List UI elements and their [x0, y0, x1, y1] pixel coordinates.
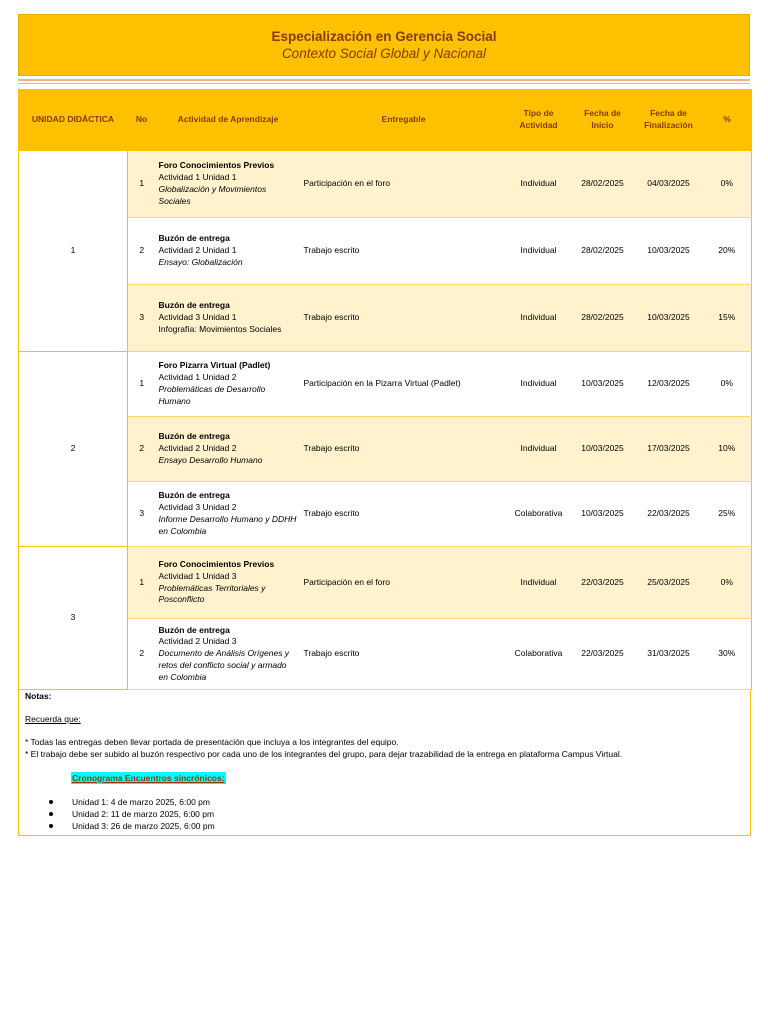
- table-row: [19, 218, 752, 285]
- schedule-title: Cronograma Encuentros sincrónicos:: [72, 773, 225, 783]
- deliverable-cell: Trabajo escrito: [301, 417, 507, 482]
- activity-detail: Informe Desarrollo Humano y DDHH en Colombia: [158, 514, 297, 536]
- activity-cell: [156, 151, 301, 218]
- schedule-item: [25, 796, 215, 808]
- percentage: 0%: [703, 352, 752, 417]
- activity-detail: Problemáticas de Desarrollo Humano: [158, 384, 266, 406]
- table-header-row: [19, 90, 752, 151]
- start-date: 28/02/2025: [571, 218, 635, 285]
- table-row: [19, 285, 752, 352]
- header-actividad: Actividad de Aprendizaje: [156, 90, 301, 151]
- activity-type: Colaborativa: [507, 619, 571, 690]
- table-row: [19, 352, 752, 417]
- unit-cell: 1: [19, 151, 128, 352]
- schedule-item-text: Unidad 3: 26 de marzo 2025, 6:00 pm: [72, 821, 215, 831]
- activity-detail: Infografía: Movimientos Sociales: [158, 323, 282, 334]
- notes-section: [18, 690, 751, 836]
- schedule-item: [25, 808, 215, 820]
- deliverable-cell: Participación en la Pizarra Virtual (Padlet): [301, 352, 507, 417]
- activity-number: 1: [128, 547, 156, 619]
- end-date: 12/03/2025: [635, 352, 703, 417]
- activity-type: Individual: [507, 218, 571, 285]
- header-tipo: Tipo de Actividad: [507, 90, 571, 151]
- activity-cell: [156, 619, 301, 690]
- activity-detail: Documento de Análisis Orígenes y retos del conflicto social y armado en Colombia: [158, 648, 290, 682]
- note-line: * El trabajo debe ser subido al buzón respectivo por cada uno de los integrantes del grupo, para dejar trazabilidad de la entrega en plataforma Campus Virtual.: [25, 749, 623, 759]
- activity-title: Buzón de entrega: [158, 233, 230, 244]
- deliverable-cell: Trabajo escrito: [301, 218, 507, 285]
- divider-line: [18, 79, 750, 81]
- bullet-icon: [49, 812, 53, 816]
- percentage: 0%: [703, 547, 752, 619]
- end-date: 31/03/2025: [635, 619, 703, 690]
- document-subtitle: Contexto Social Global y Nacional: [281, 46, 487, 61]
- activity-title: Buzón de entrega: [158, 300, 230, 311]
- activity-detail: Problemáticas Territoriales y Posconflicto: [158, 582, 266, 605]
- divider-line-thin: [18, 83, 750, 84]
- schedule-item-text: Unidad 2: 11 de marzo 2025, 6:00 pm: [72, 809, 215, 819]
- title-banner: [18, 14, 750, 76]
- table-row: [19, 151, 752, 218]
- start-date: 10/03/2025: [571, 482, 635, 547]
- deliverable-cell: Participación en el foro: [301, 151, 507, 218]
- start-date: 22/03/2025: [571, 619, 635, 690]
- activity-type: Individual: [507, 352, 571, 417]
- activity-type: Individual: [507, 547, 571, 619]
- end-date: 10/03/2025: [635, 218, 703, 285]
- bullet-icon: [49, 824, 53, 828]
- activity-subtitle: Actividad 1 Unidad 3: [158, 570, 237, 581]
- end-date: 10/03/2025: [635, 285, 703, 352]
- table-row: [19, 619, 752, 690]
- end-date: 17/03/2025: [635, 417, 703, 482]
- activity-number: 1: [128, 151, 156, 218]
- percentage: 15%: [703, 285, 752, 352]
- header-inicio: Fecha de Inicio: [571, 90, 635, 151]
- percentage: 0%: [703, 151, 752, 218]
- document-page: [18, 14, 750, 836]
- activity-cell: [156, 352, 301, 417]
- deliverable-cell: Trabajo escrito: [301, 482, 507, 547]
- activity-type: Individual: [507, 285, 571, 352]
- start-date: 28/02/2025: [571, 285, 635, 352]
- activity-cell: [156, 482, 301, 547]
- activity-number: 1: [128, 352, 156, 417]
- activity-title: Buzón de entrega: [158, 431, 230, 442]
- schedule-table: [18, 89, 752, 690]
- activity-subtitle: Actividad 2 Unidad 1: [158, 245, 237, 256]
- header-no: No: [128, 90, 156, 151]
- activity-cell: [156, 547, 301, 619]
- remember-heading: Recuerda que:: [25, 714, 81, 724]
- deliverable-cell: Trabajo escrito: [301, 619, 507, 690]
- activity-cell: [156, 285, 301, 352]
- activity-title: Foro Pizarra Virtual (Padlet): [158, 360, 271, 371]
- activity-subtitle: Actividad 3 Unidad 1: [158, 312, 237, 323]
- activity-subtitle: Actividad 3 Unidad 2: [158, 502, 237, 513]
- document-title: Especialización en Gerencia Social: [271, 29, 497, 44]
- activity-type: Colaborativa: [507, 482, 571, 547]
- start-date: 10/03/2025: [571, 352, 635, 417]
- schedule-item-text: Unidad 1: 4 de marzo 2025, 6:00 pm: [72, 797, 210, 807]
- activity-title: Foro Conocimientos Previos: [158, 160, 275, 171]
- header-pct: %: [703, 90, 752, 151]
- activity-subtitle: Actividad 1 Unidad 2: [158, 372, 237, 383]
- activity-type: Individual: [507, 417, 571, 482]
- notes-title: Notas:: [25, 691, 52, 701]
- activity-number: 2: [128, 417, 156, 482]
- schedule-item: [25, 820, 215, 832]
- table-row: [19, 482, 752, 547]
- start-date: 10/03/2025: [571, 417, 635, 482]
- unit-cell: 2: [19, 352, 128, 547]
- header-fin: Fecha de Finalización: [635, 90, 703, 151]
- end-date: 22/03/2025: [635, 482, 703, 547]
- activity-number: 2: [128, 619, 156, 690]
- activity-cell: [156, 417, 301, 482]
- table-row: [19, 547, 752, 619]
- activity-type: Individual: [507, 151, 571, 218]
- activity-detail: Ensayo: Globalización: [158, 256, 243, 267]
- activity-subtitle: Actividad 2 Unidad 2: [158, 443, 237, 454]
- activity-number: 3: [128, 482, 156, 547]
- table-body: [19, 151, 752, 690]
- activity-subtitle: Actividad 2 Unidad 3: [158, 636, 237, 647]
- deliverable-cell: Trabajo escrito: [301, 285, 507, 352]
- activity-title: Buzón de entrega: [158, 624, 230, 635]
- activity-subtitle: Actividad 1 Unidad 1: [158, 172, 237, 183]
- deliverable-cell: Participación en el foro: [301, 547, 507, 619]
- percentage: 10%: [703, 417, 752, 482]
- activity-title: Buzón de entrega: [158, 490, 230, 501]
- schedule-list: [25, 796, 215, 832]
- bullet-icon: [49, 800, 53, 804]
- percentage: 30%: [703, 619, 752, 690]
- percentage: 25%: [703, 482, 752, 547]
- end-date: 25/03/2025: [635, 547, 703, 619]
- table-row: [19, 417, 752, 482]
- header-entregable: Entregable: [301, 90, 507, 151]
- start-date: 28/02/2025: [571, 151, 635, 218]
- header-unidad: UNIDAD DIDÁCTICA: [19, 90, 128, 151]
- unit-cell: 3: [19, 547, 128, 690]
- end-date: 04/03/2025: [635, 151, 703, 218]
- activity-number: 3: [128, 285, 156, 352]
- activity-number: 2: [128, 218, 156, 285]
- activity-detail: Globalización y Movimientos Sociales: [158, 184, 267, 206]
- note-line: * Todas las entregas deben llevar portada de presentación que incluya a los integrantes del equipo.: [25, 737, 399, 747]
- percentage: 20%: [703, 218, 752, 285]
- start-date: 22/03/2025: [571, 547, 635, 619]
- activity-cell: [156, 218, 301, 285]
- activity-title: Foro Conocimientos Previos: [158, 558, 275, 569]
- activity-detail: Ensayo Desarrollo Humano: [158, 454, 263, 465]
